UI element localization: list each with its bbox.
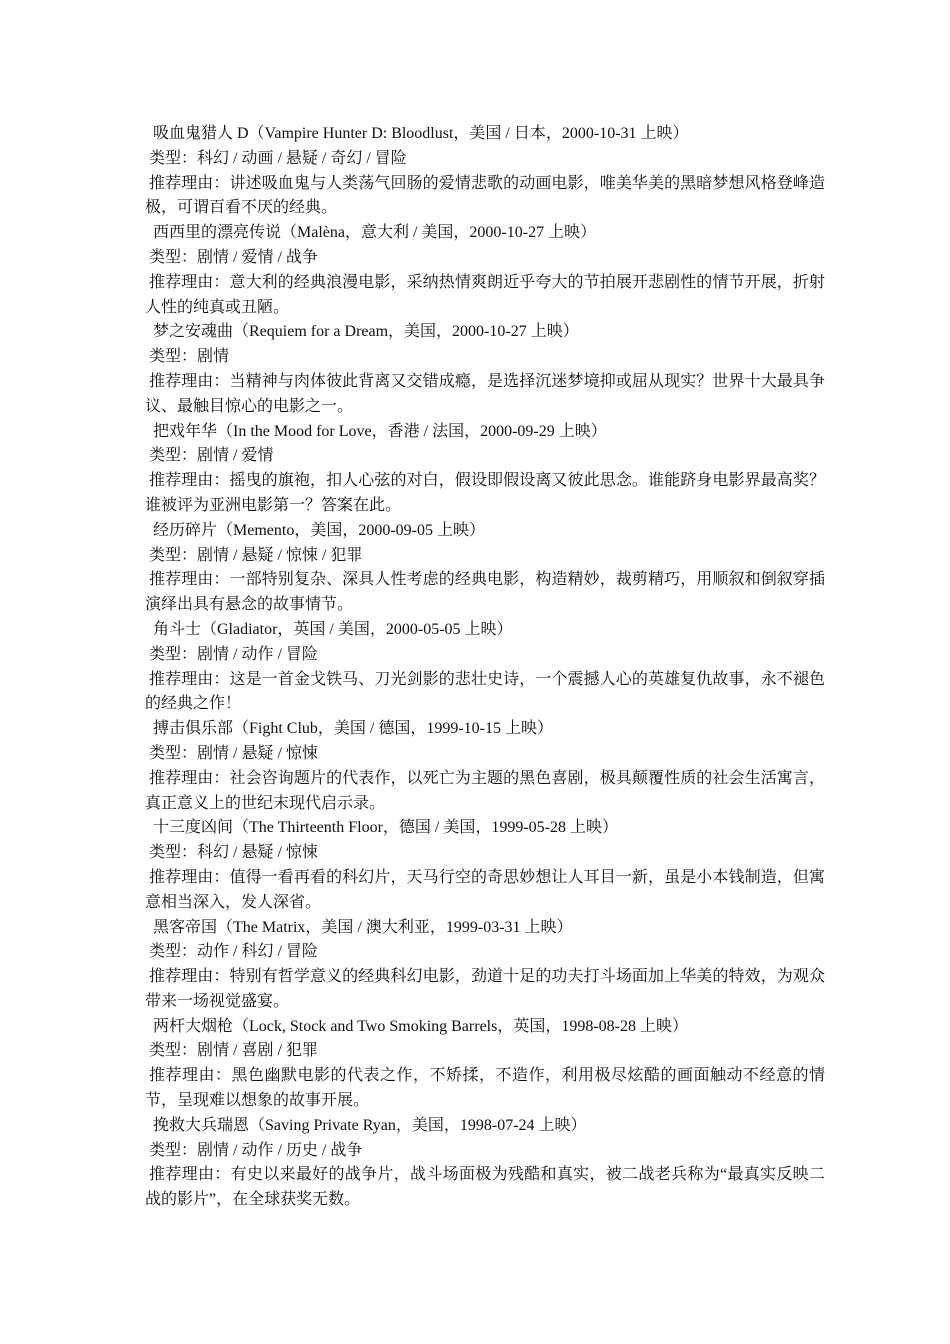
movie-genre: 类型：剧情 / 悬疑 / 惊悚 / 犯罪 bbox=[149, 546, 363, 564]
movie-entry bbox=[145, 916, 825, 1015]
movie-reason: 推荐理由：摇曳的旗袍，扣人心弦的对白，假设即假设离又彼此思念。谁能跻身电影界最高奖？谁被评为亚洲电影第一？答案在此。 bbox=[145, 472, 825, 514]
movie-title: 挽救大兵瑞恩（Saving Private Ryan，美国，1998-07-24 上映） bbox=[153, 1116, 587, 1134]
movie-genre: 类型：科幻 / 悬疑 / 惊悚 bbox=[149, 844, 318, 862]
movie-title: 西西里的漂亮传说（Malèna，意大利 / 美国，2000-10-27 上映） bbox=[153, 224, 597, 242]
movie-title: 经历碎片（Memento，美国，2000-09-05 上映） bbox=[153, 521, 485, 539]
movie-entry bbox=[145, 1114, 825, 1213]
movie-entry bbox=[145, 420, 825, 519]
movie-genre: 类型：剧情 bbox=[149, 348, 230, 366]
movie-title: 梦之安魂曲（Requiem for a Dream，美国，2000-10-27 上映） bbox=[153, 323, 579, 341]
movie-entry bbox=[145, 1015, 825, 1114]
movie-reason: 推荐理由：一部特别复杂、深具人性考虑的经典电影，构造精妙，裁剪精巧，用顺叙和倒叙穿插演绎出具有悬念的故事情节。 bbox=[145, 571, 825, 614]
movie-reason: 推荐理由：意大利的经典浪漫电影，采纳热情爽朗近乎夸大的节拍展开悲剧性的情节开展，折射人性的纯真或丑陋。 bbox=[145, 273, 825, 316]
movie-genre: 类型：科幻 / 动画 / 悬疑 / 奇幻 / 冒险 bbox=[149, 149, 407, 167]
movie-reason: 推荐理由：社会咨询题片的代表作，以死亡为主题的黑色喜剧，极具颠覆性质的社会生活寓言，真正意义上的世纪末现代启示录。 bbox=[145, 769, 825, 812]
movie-genre: 类型：剧情 / 喜剧 / 犯罪 bbox=[149, 1042, 318, 1060]
movie-entry bbox=[145, 519, 825, 618]
movie-entry bbox=[145, 717, 825, 816]
movie-title: 角斗士（Gladiator，英国 / 美国，2000-05-05 上映） bbox=[153, 620, 513, 638]
movie-reason: 推荐理由：讲述吸血鬼与人类荡气回肠的爱情悲歌的动画电影，唯美华美的黑暗梦想风格登峰造极，可谓百看不厌的经典。 bbox=[145, 174, 825, 217]
movie-reason: 推荐理由：这是一首金戈铁马、刀光剑影的悲壮史诗，一个震撼人心的英雄复仇故事，永不褪色的经典之作！ bbox=[145, 670, 825, 713]
movie-title: 两杆大烟枪（Lock, Stock and Two Smoking Barrels，英国，1998-08-28 上映） bbox=[153, 1017, 688, 1035]
movie-reason: 推荐理由：当精神与肉体彼此背离又交错成瘾，是选择沉迷梦境抑或屈从现实？世界十大最具争议、最触目惊心的电影之一。 bbox=[145, 372, 825, 415]
movie-entry bbox=[145, 320, 825, 419]
movie-entry bbox=[145, 816, 825, 915]
movie-entry bbox=[145, 122, 825, 221]
movie-reason: 推荐理由：值得一看再看的科幻片，天马行空的奇思妙想让人耳目一新，虽是小本钱制造，但寓意相当深入，发人深省。 bbox=[145, 868, 825, 911]
movie-genre: 类型：剧情 / 爱情 bbox=[149, 447, 274, 465]
movie-entry bbox=[145, 618, 825, 717]
movie-genre: 类型：剧情 / 悬疑 / 惊悚 bbox=[149, 744, 318, 762]
movie-title: 把戏年华（In the Mood for Love，香港 / 法国，2000-09-29 上映） bbox=[153, 422, 607, 440]
movie-genre: 类型：剧情 / 动作 / 历史 / 战争 bbox=[149, 1141, 363, 1159]
movie-title: 黑客帝国（The Matrix，美国 / 澳大利亚，1999-03-31 上映） bbox=[153, 918, 573, 936]
movie-title: 吸血鬼猎人 D（Vampire Hunter D: Bloodlust，美国 / 日本，2000-10-31 上映） bbox=[153, 125, 689, 142]
movie-genre: 类型：动作 / 科幻 / 冒险 bbox=[149, 943, 318, 961]
movie-reason: 推荐理由：特别有哲学意义的经典科幻电影，劲道十足的功夫打斗场面加上华美的特效，为观众带来一场视觉盛宴。 bbox=[145, 968, 825, 1010]
movie-genre: 类型：剧情 / 动作 / 冒险 bbox=[149, 645, 318, 663]
movie-reason: 推荐理由：有史以来最好的战争片，战斗场面极为残酷和真实，被二战老兵称为“最真实反映二战的影片”，在全球获奖无数。 bbox=[145, 1166, 825, 1209]
movie-title: 十三度凶间（The Thirteenth Floor，德国 / 美国，1999-05-28 上映） bbox=[153, 819, 619, 837]
document-page bbox=[145, 122, 825, 1213]
movie-title: 搏击俱乐部（Fight Club，美国 / 德国，1999-10-15 上映） bbox=[153, 720, 554, 738]
movie-reason: 推荐理由：黑色幽默电影的代表之作，不矫揉，不造作，利用极尽炫酷的画面触动不经意的情节，呈现难以想象的故事开展。 bbox=[145, 1067, 825, 1110]
movie-genre: 类型：剧情 / 爱情 / 战争 bbox=[149, 248, 318, 266]
movie-entry bbox=[145, 221, 825, 320]
